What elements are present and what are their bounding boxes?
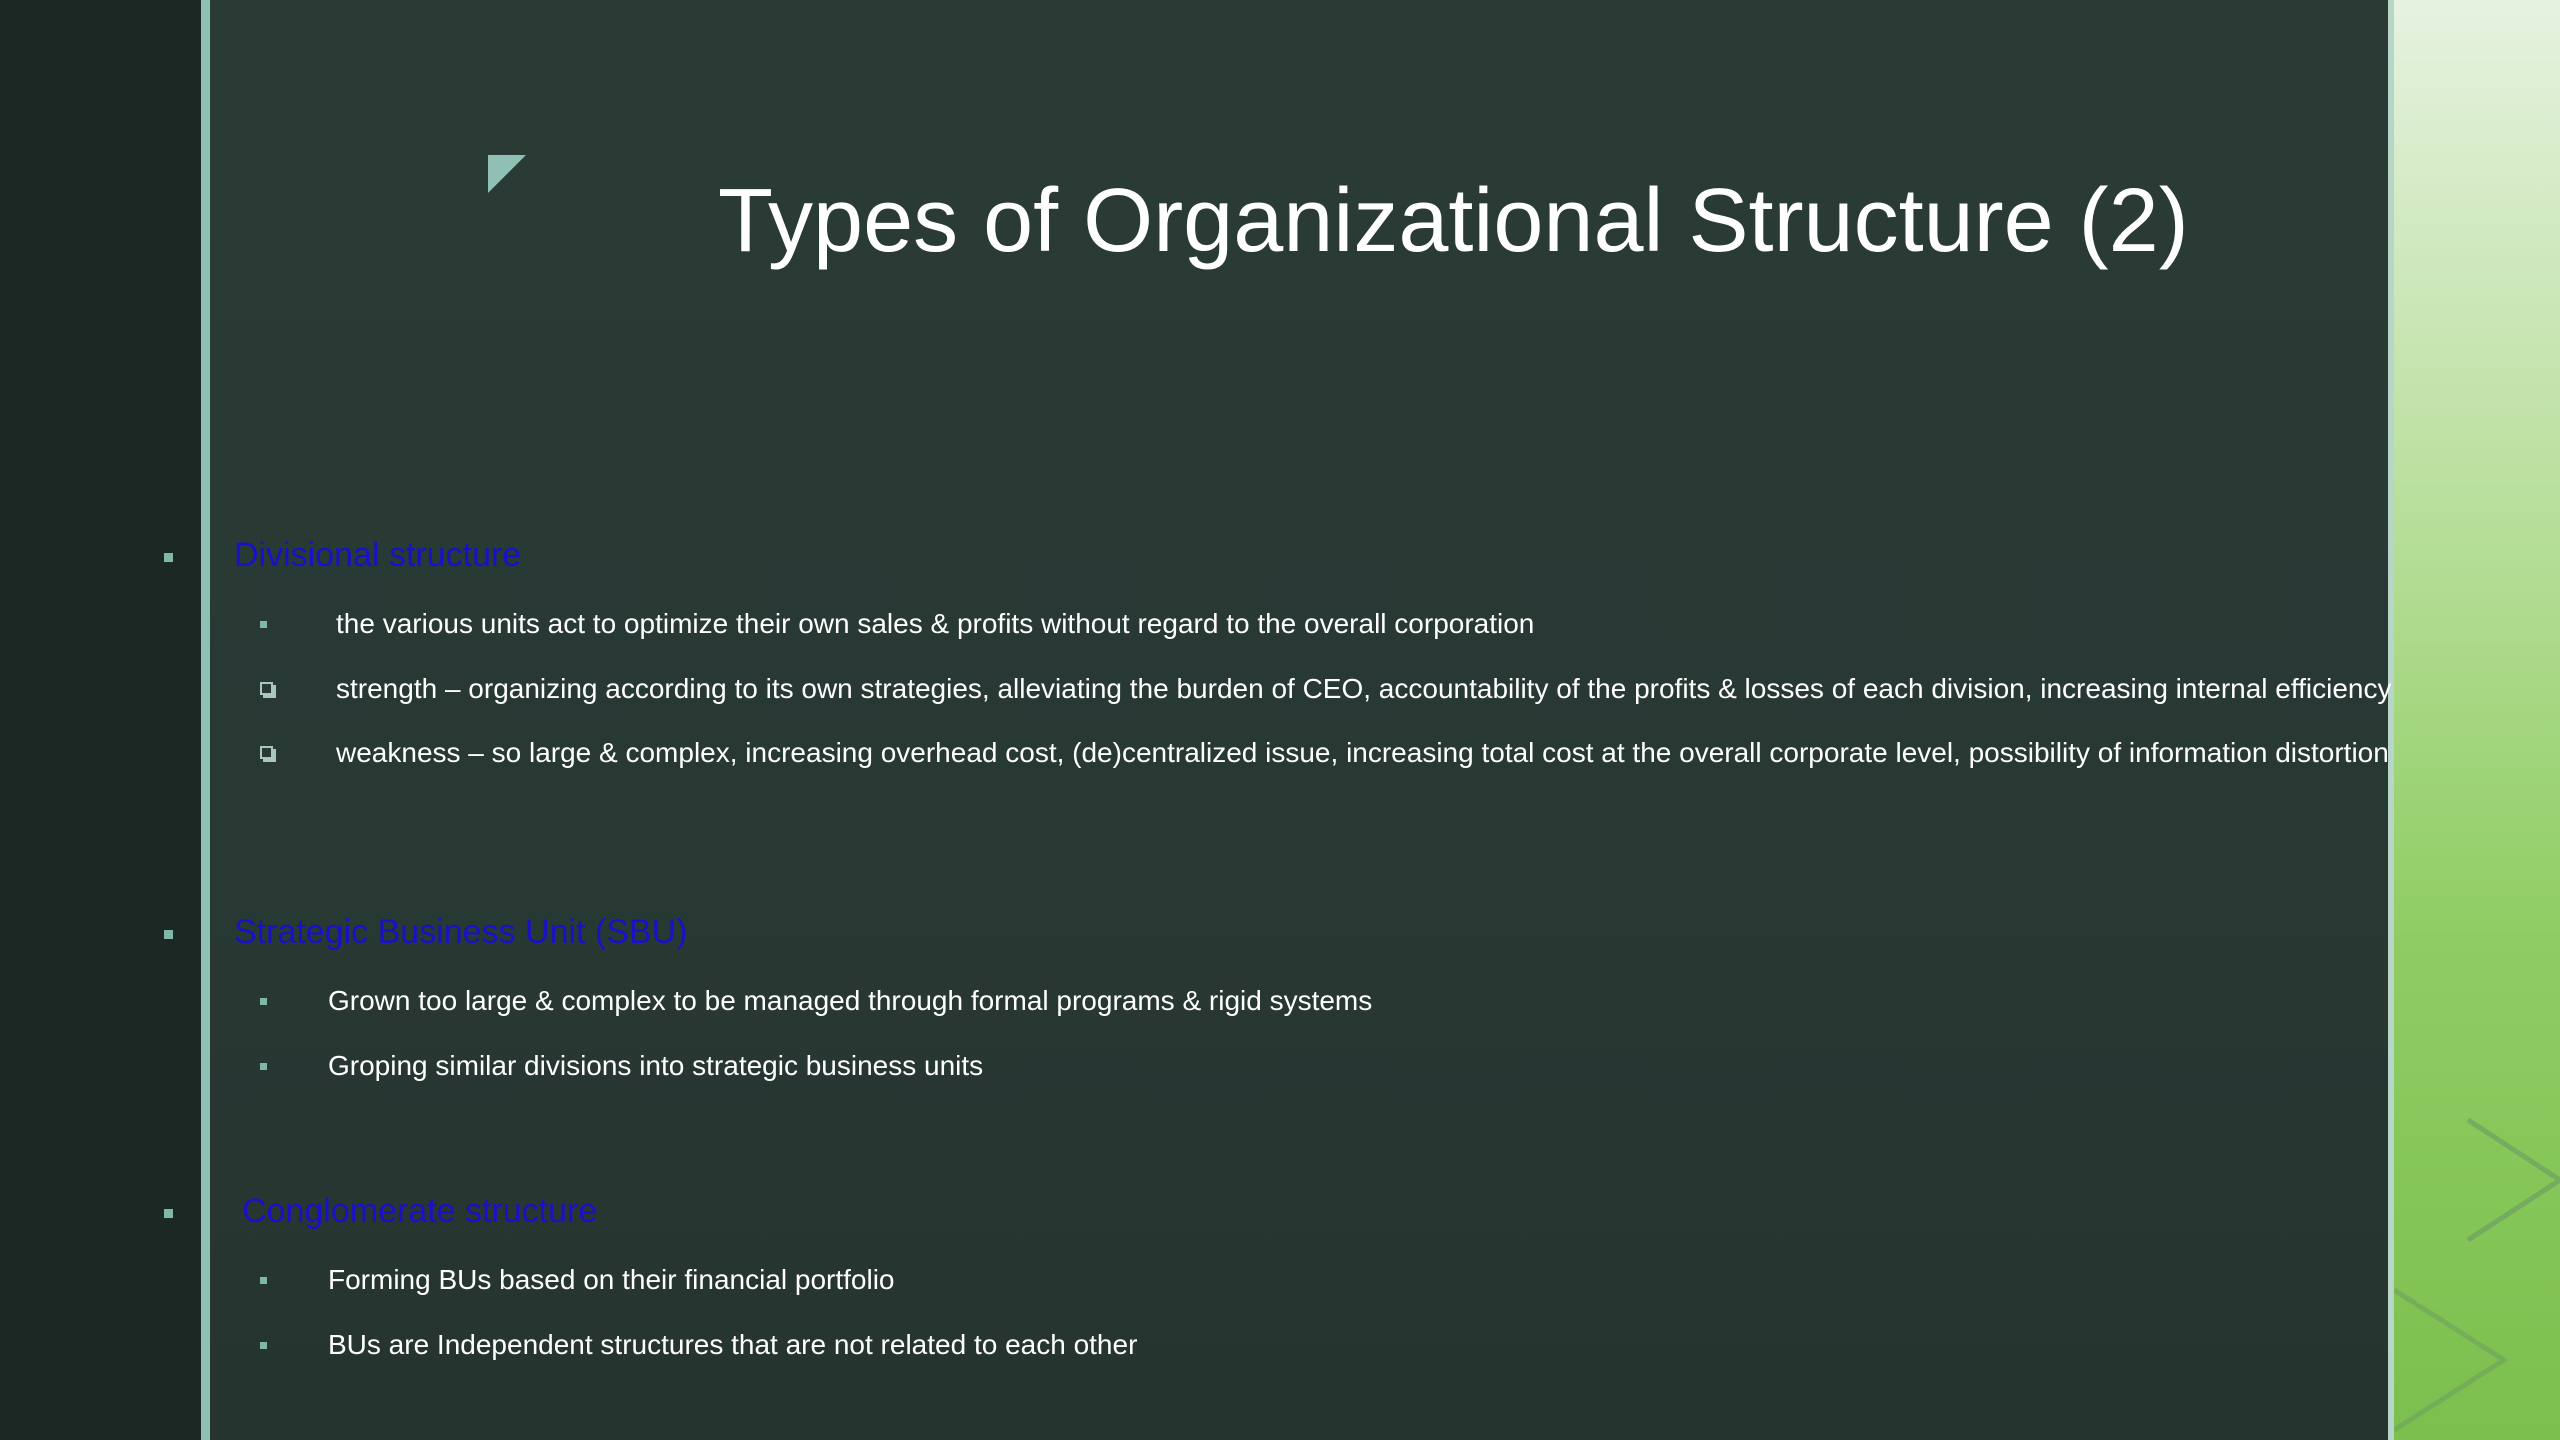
checkbox-bullet-icon bbox=[260, 746, 273, 759]
list-item: BUs are Independent structures that are not related to each other bbox=[328, 1329, 1138, 1360]
section-bullet-icon bbox=[164, 553, 173, 562]
item-bullet-icon bbox=[260, 1342, 267, 1349]
section-bullet-icon bbox=[164, 930, 173, 939]
item-bullet-icon bbox=[260, 1277, 267, 1284]
list-item: Grown too large & complex to be managed through formal programs & rigid systems bbox=[328, 985, 1373, 1016]
section-heading-sbu: Strategic Business Unit (SBU) bbox=[234, 913, 688, 951]
list-item: strength – organizing according to its own strategies, alleviating the burden of CEO, accountability of the profits & losses of each division, increasing internal efficiency bbox=[336, 673, 2392, 704]
section-heading-conglomerate: Conglomerate structure bbox=[242, 1192, 598, 1230]
checkbox-bullet-icon bbox=[260, 682, 273, 695]
item-bullet-icon bbox=[260, 621, 267, 628]
left-accent-rule bbox=[201, 0, 210, 1440]
title-corner-triangle-icon bbox=[488, 155, 526, 193]
list-item: weakness – so large & complex, increasing overhead cost, (de)centralized issue, increasing total cost at the overall corporate level, possibility of information distortion bbox=[336, 737, 2389, 768]
list-item: Groping similar divisions into strategic business units bbox=[328, 1050, 984, 1081]
section-bullet-icon bbox=[164, 1209, 173, 1218]
item-bullet-icon bbox=[260, 998, 267, 1005]
list-item: Forming BUs based on their financial portfolio bbox=[328, 1264, 895, 1295]
item-bullet-icon bbox=[260, 1063, 267, 1070]
chevron-decoration-icon bbox=[2394, 1080, 2560, 1440]
left-margin-band bbox=[0, 0, 201, 1440]
list-item: the various units act to optimize their own sales & profits without regard to the overall corporation bbox=[336, 608, 1535, 639]
section-heading-divisional: Divisional structure bbox=[234, 536, 522, 574]
slide-title: Types of Organizational Structure (2) bbox=[718, 171, 2189, 271]
